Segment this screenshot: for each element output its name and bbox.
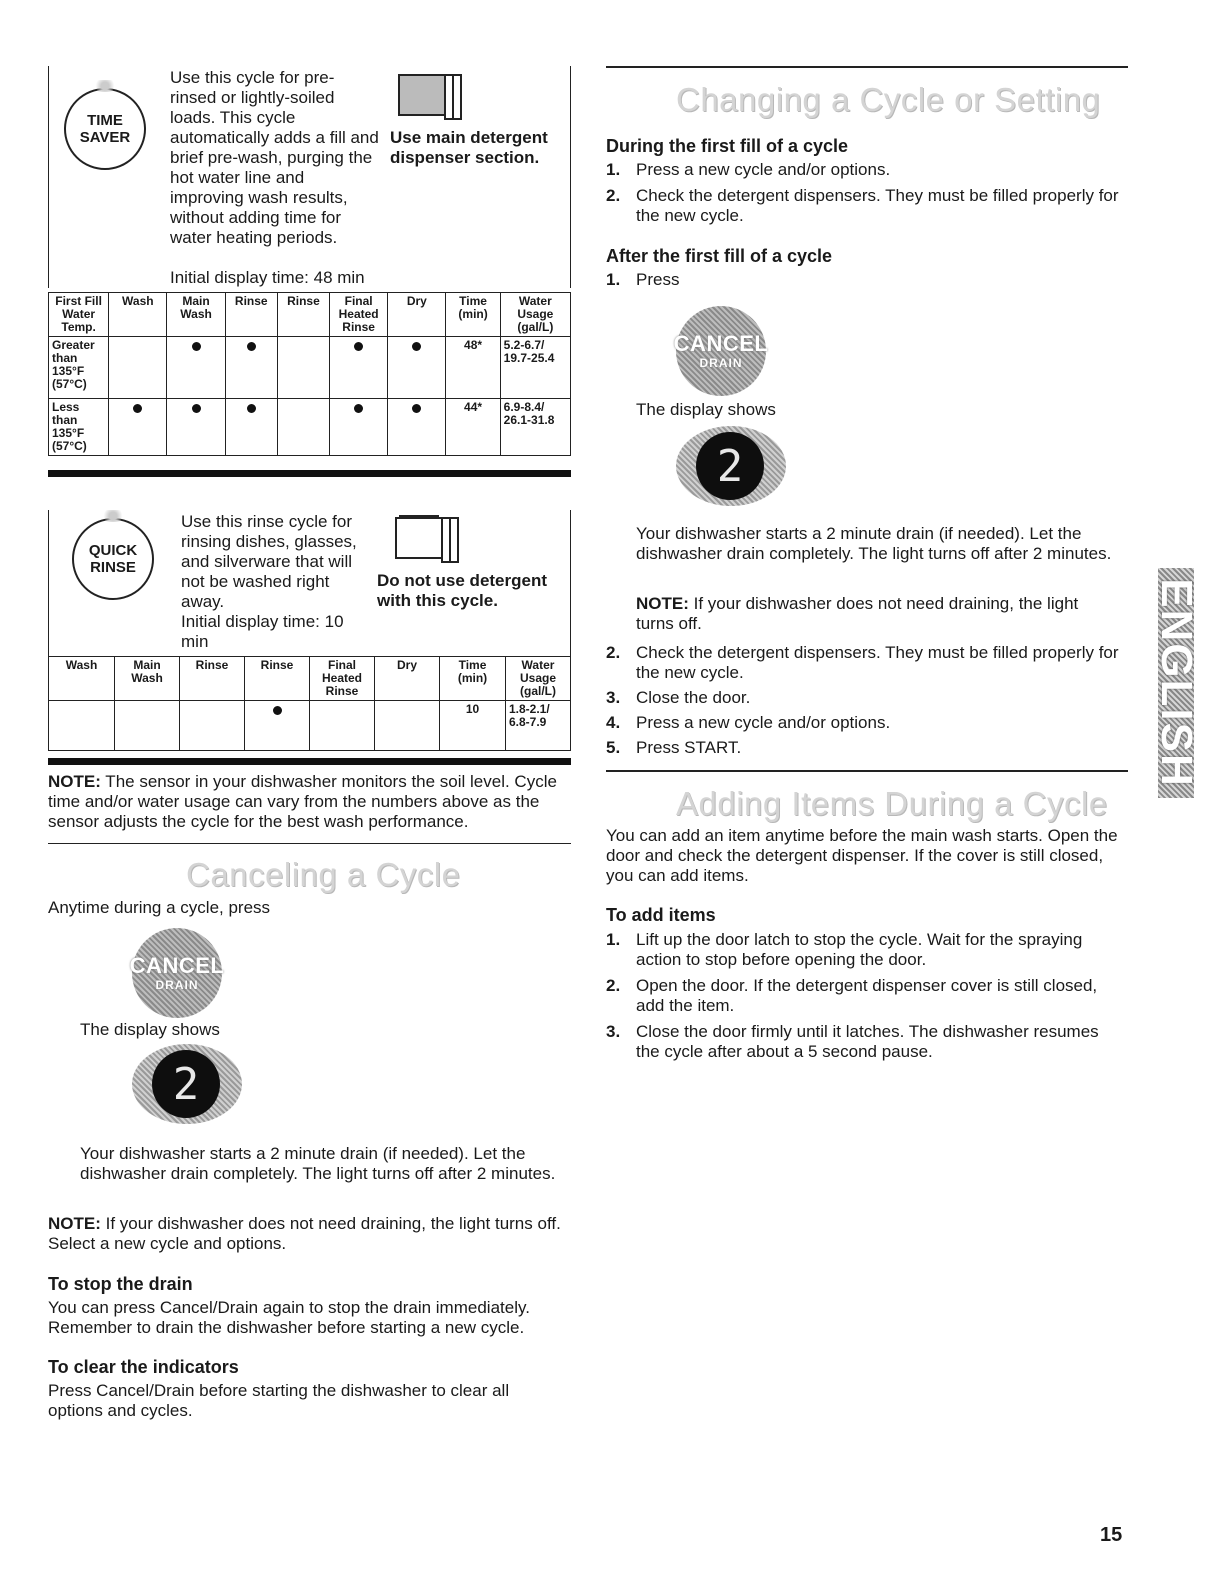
list-item: 2. Check the detergent dispensers. They must be filled properly for the new cycle. — [606, 186, 1119, 225]
table-cell — [310, 701, 375, 751]
list-item: 2. Check the detergent dispensers. They must be filled properly for the new cycle. — [606, 643, 1119, 682]
col-header: Final Heated Rinse — [330, 293, 388, 337]
table-cell: Greater than 135°F (57°C) — [49, 337, 109, 399]
quick-rinse-detergent-note: Do not use detergent with this cycle. — [377, 571, 548, 610]
col-header: Time (min) — [446, 293, 500, 337]
table-cell — [109, 399, 167, 456]
dispenser-icon — [398, 74, 462, 120]
col-header: Dry — [375, 657, 440, 701]
changing-title: Changing a Cycle or Setting — [676, 81, 1101, 118]
time-saver-detergent-note: Use main detergent dispenser section. — [390, 128, 548, 167]
table-cell: 1.8-2.1/ 6.8-7.9 — [506, 701, 571, 751]
table-cell — [375, 701, 440, 751]
list-item: 3. Close the door firmly until it latches. The dishwasher resumes the cycle after about a 5 second pause. — [606, 1022, 1099, 1061]
table-cell: 44* — [446, 399, 500, 456]
col-header: Water Usage (gal/L) — [506, 657, 571, 701]
col-header: Rinse — [245, 657, 310, 701]
table-header-row — [49, 293, 571, 337]
cancel-drain-button — [673, 306, 769, 396]
display-shows-label: The display shows — [636, 400, 776, 419]
table-cell — [167, 337, 225, 399]
table-cell — [245, 701, 310, 751]
changing-steps-rest — [606, 643, 1126, 758]
after-fill-title: After the first fill of a cycle — [606, 246, 833, 266]
button-sublabel: DRAIN — [699, 356, 743, 370]
first-fill-steps — [606, 160, 1126, 226]
canceling-title: Canceling a Cycle — [186, 856, 461, 893]
add-items-title: To add items — [606, 905, 716, 925]
table-cell — [225, 399, 277, 456]
col-header: Water Usage (gal/L) — [500, 293, 570, 337]
table-cell — [330, 337, 388, 399]
clear-indicators-title: To clear the indicators — [48, 1357, 239, 1377]
list-item: 4. Press a new cycle and/or options. — [606, 713, 891, 732]
time-saver-initial-display: Initial display time: 48 min — [170, 268, 365, 287]
note-label: NOTE: — [636, 594, 689, 613]
table-cell — [330, 399, 388, 456]
button-sublabel: DRAIN — [155, 978, 199, 992]
table-row — [49, 399, 571, 456]
changing-drain-text: Your dishwasher starts a 2 minute drain (if needed). Let the dishwasher drain completely. The light turns off after 2 minutes. — [636, 524, 1112, 563]
quick-rinse-initial-display: Initial display time: 10 min — [181, 612, 344, 651]
col-header: Rinse — [277, 293, 329, 337]
after-fill-step-1: 1. Press — [606, 270, 680, 289]
list-item: 3. Close the door. — [606, 688, 751, 707]
dispenser-icon — [395, 515, 459, 563]
col-header: Main Wash — [167, 293, 225, 337]
time-saver-description: Use this cycle for pre-rinsed or lightly-soiled loads. This cycle automatically adds a fill and brief pre-wash, purging the hot water line and improving wash results, without adding time for water heating periods. — [170, 68, 379, 247]
display-indicator — [676, 426, 786, 506]
cancel-drain-button — [129, 928, 225, 1018]
table-cell — [167, 399, 225, 456]
col-header: Rinse — [180, 657, 245, 701]
table-cell: Less than 135°F (57°C) — [49, 399, 109, 456]
button-label: CANCEL — [129, 953, 225, 978]
table-cell: 6.9-8.4/ 26.1-31.8 — [500, 399, 570, 456]
bullet-dot — [412, 342, 421, 351]
list-item: 1. Lift up the door latch to stop the cycle. Wait for the spraying action to stop before opening the door. — [606, 930, 1083, 969]
display-digit: 2 — [152, 1050, 220, 1118]
table-row — [49, 701, 571, 751]
first-fill-title: During the first fill of a cycle — [606, 136, 849, 156]
table-cell — [180, 701, 245, 751]
bullet-dot — [133, 404, 142, 413]
button-label: CANCEL — [673, 331, 769, 356]
table-cell — [49, 701, 115, 751]
table-cell: 10 — [440, 701, 506, 751]
clear-indicators-text: Press Cancel/Drain before starting the dishwasher to clear all options and cycles. — [48, 1381, 510, 1420]
badge-line-1: QUICK — [88, 542, 138, 559]
changing-note: NOTE: If your dishwasher does not need draining, the light turns off. — [636, 594, 1079, 633]
time-saver-table — [48, 292, 571, 456]
adding-intro: You can add an item anytime before the main wash starts. Open the door and check the detergent dispenser. If the cover is still closed, you can add items. — [606, 826, 1118, 885]
table-cell — [388, 337, 446, 399]
adding-title: Adding Items During a Cycle — [676, 785, 1108, 822]
bullet-dot — [247, 404, 256, 413]
list-item: 5. Press START. — [606, 738, 742, 757]
table-cell — [109, 337, 167, 399]
table-header-row — [49, 657, 571, 701]
add-items-steps — [606, 930, 1126, 1062]
col-header: Main Wash — [115, 657, 180, 701]
canceling-drain-text: Your dishwasher starts a 2 minute drain (if needed). Let the dishwasher drain completely. The light turns off after 2 minutes. — [80, 1144, 556, 1183]
table-cell — [277, 399, 329, 456]
table-row — [49, 337, 571, 399]
col-header: Time (min) — [440, 657, 506, 701]
bullet-dot — [247, 342, 256, 351]
time-saver-badge — [64, 88, 146, 170]
badge-line-2: SAVER — [79, 129, 131, 146]
table-cell: 48* — [446, 337, 500, 399]
badge-line-1: TIME — [87, 112, 123, 129]
bullet-dot — [273, 706, 282, 715]
bullet-dot — [192, 404, 201, 413]
list-item: 2. Open the door. If the detergent dispenser cover is still closed, add the item. — [606, 976, 1098, 1015]
display-indicator — [132, 1044, 242, 1124]
canceling-intro: Anytime during a cycle, press — [48, 898, 271, 917]
stop-drain-title: To stop the drain — [48, 1274, 193, 1294]
col-header: Final Heated Rinse — [310, 657, 375, 701]
table-cell: 5.2-6.7/ 19.7-25.4 — [500, 337, 570, 399]
note-label: NOTE: — [48, 1214, 101, 1233]
col-header: Wash — [109, 293, 167, 337]
bullet-dot — [192, 342, 201, 351]
quick-rinse-description: Use this rinse cycle for rinsing dishes, glasses, and silverware that will not be washed right away. — [181, 512, 357, 611]
bullet-dot — [354, 342, 363, 351]
display-shows-label: The display shows — [80, 1020, 220, 1039]
bullet-dot — [412, 404, 421, 413]
col-header: Rinse — [225, 293, 277, 337]
bullet-dot — [354, 404, 363, 413]
page-number: 15 — [1100, 1524, 1123, 1546]
stop-drain-text: You can press Cancel/Drain again to stop the drain immediately. Remember to drain the dishwasher before starting a new cycle. — [48, 1298, 530, 1337]
sensor-note: NOTE: The sensor in your dishwasher monitors the soil level. Cycle time and/or water usage can vary from the numbers above as the sensor adjusts the cycle for the best wash performance. — [48, 772, 557, 831]
table-cell — [225, 337, 277, 399]
table-cell — [388, 399, 446, 456]
quick-rinse-badge — [72, 518, 154, 600]
table-cell — [115, 701, 180, 751]
list-item: 1. Press a new cycle and/or options. — [606, 160, 891, 179]
language-side-tab-label: ENGLISH — [1152, 578, 1201, 788]
col-header: First Fill Water Temp. — [49, 293, 109, 337]
badge-line-2: RINSE — [90, 559, 136, 576]
col-header: Wash — [49, 657, 115, 701]
col-header: Dry — [388, 293, 446, 337]
canceling-note: NOTE: If your dishwasher does not need draining, the light turns off. Select a new cycle and options. — [48, 1214, 561, 1253]
display-digit: 2 — [696, 432, 764, 500]
note-label: NOTE: — [48, 772, 101, 791]
table-cell — [277, 337, 329, 399]
quick-rinse-table — [48, 656, 571, 751]
